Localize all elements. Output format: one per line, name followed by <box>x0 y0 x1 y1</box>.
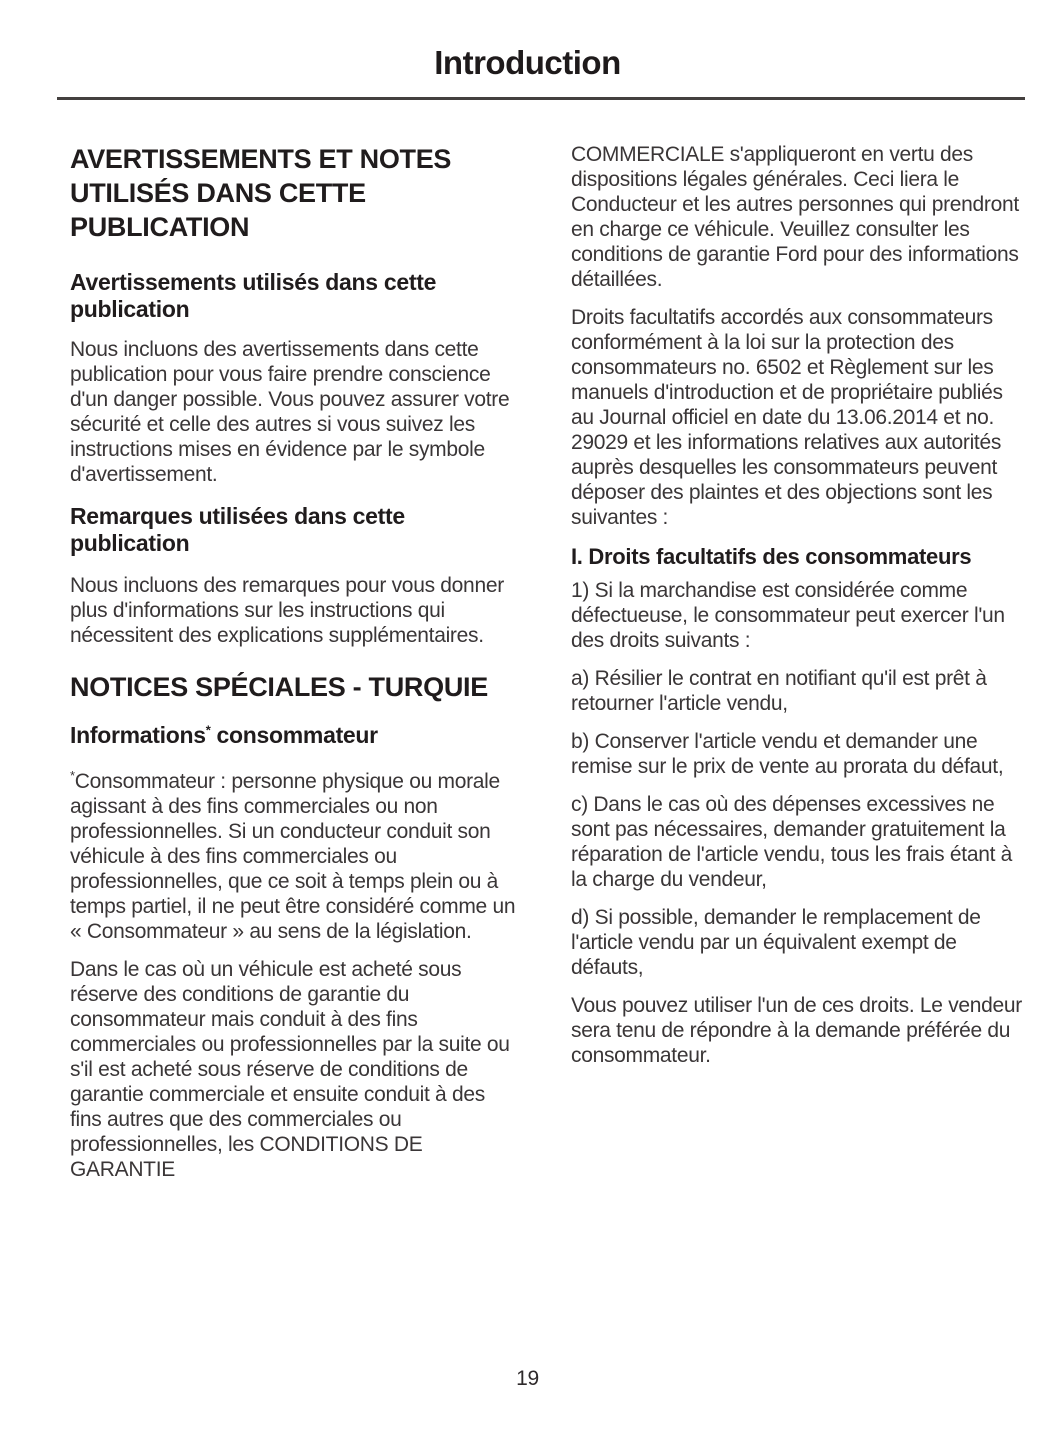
rights-item-a: a) Résilier le contrat en notifiant qu'il est prêt à retourner l'article vendu, <box>571 667 987 715</box>
rights-intro-item: 1) Si la marchandise est considérée comme défectueuse, le consommateur peut exercer l'un des droits suivants : <box>571 579 1005 652</box>
consumer-information-subheading-text: Informations <box>70 722 206 748</box>
page-number: 19 <box>516 1367 539 1390</box>
left-column <box>70 142 521 1195</box>
commercial-warranty-paragraph: COMMERCIALE s'appliqueront en vertu des dispositions légales générales. Ceci liera le Conducteur et les autres personnes qui prendront en charge ce véhicule. Veuillez consulter les conditions de garantie Ford pour des informations détaillées. <box>571 143 1019 291</box>
consumer-definition-text: Consommateur : personne physique ou morale agissant à des fins commerciales ou non professionnelles. Si un conducteur conduit son véhicule à des fins commerciales ou professionnelles, que ce soit à temps plein ou à temps partiel, il ne peut être considéré comme un « Consommateur » au sens de la législation. <box>70 770 516 943</box>
footnote-asterisk: * <box>70 768 75 783</box>
special-notices-heading: NOTICES SPÉCIALES - TURQUIE <box>70 672 488 702</box>
consumer-information-subheading-rest: consommateur <box>210 722 378 748</box>
rights-item-b: b) Conserver l'article vendu et demander une remise sur le prix de vente au prorata du défaut, <box>571 730 1004 778</box>
footnote-asterisk: * <box>205 722 211 738</box>
warnings-section-heading: AVERTISSEMENTS ET NOTES UTILISÉS DANS CETTE PUBLICATION <box>70 144 452 242</box>
warranty-conditions-paragraph: Dans le cas où un véhicule est acheté sous réserve des conditions de garantie du consommateur mais conduit à des fins commerciales ou professionnelles par la suite ou s'il est acheté sous réserve de conditions de garantie commerciale et ensuite conduit à des fins autres que des commerciales ou professionnelles, les CONDITIONS DE GARANTIE <box>70 958 510 1181</box>
rights-closing-paragraph: Vous pouvez utiliser l'un de ces droits. Le vendeur sera tenu de répondre à la demande préférée du consommateur. <box>571 994 1022 1067</box>
header-rule <box>57 97 1025 100</box>
rights-item-c: c) Dans le cas où des dépenses excessives ne sont pas nécessaires, demander gratuitement la réparation de l'article vendu, tous les frais étant à la charge du vendeur, <box>571 793 1013 891</box>
consumer-rights-paragraph: Droits facultatifs accordés aux consommateurs conformément à la loi sur la protection des consommateurs no. 6502 et Règlement sur les manuels d'introduction et de propriétaire publiés au Journal officiel en date du 13.06.2014 et no. 29029 et les informations relatives aux autorités auprès desquelles les consommateurs peuvent déposer des plaintes et des objections sont les suivantes : <box>571 306 1003 529</box>
consumer-definition-paragraph <box>70 769 521 944</box>
consumer-information-subheading <box>70 722 521 749</box>
warnings-paragraph: Nous incluons des avertissements dans cette publication pour vous faire prendre conscience d'un danger possible. Vous pouvez assurer votre sécurité et celle des autres si vous suivez les instructions mises en évidence par le symbole d'avertissement. <box>70 338 510 486</box>
rights-item-d: d) Si possible, demander le remplacement de l'article vendu par un équivalent exempt de défauts, <box>571 906 981 979</box>
page-content <box>70 142 1022 1195</box>
notes-paragraph: Nous incluons des remarques pour vous donner plus d'informations sur les instructions qui nécessitent des explications supplémentaires. <box>70 574 504 647</box>
page-title: Introduction <box>434 44 621 81</box>
right-column <box>571 142 1022 1081</box>
notes-subheading: Remarques utilisées dans cette publication <box>70 503 405 556</box>
warnings-subheading: Avertissements utilisés dans cette publication <box>70 269 437 322</box>
optional-rights-heading: I. Droits facultatifs des consommateurs <box>571 544 972 569</box>
